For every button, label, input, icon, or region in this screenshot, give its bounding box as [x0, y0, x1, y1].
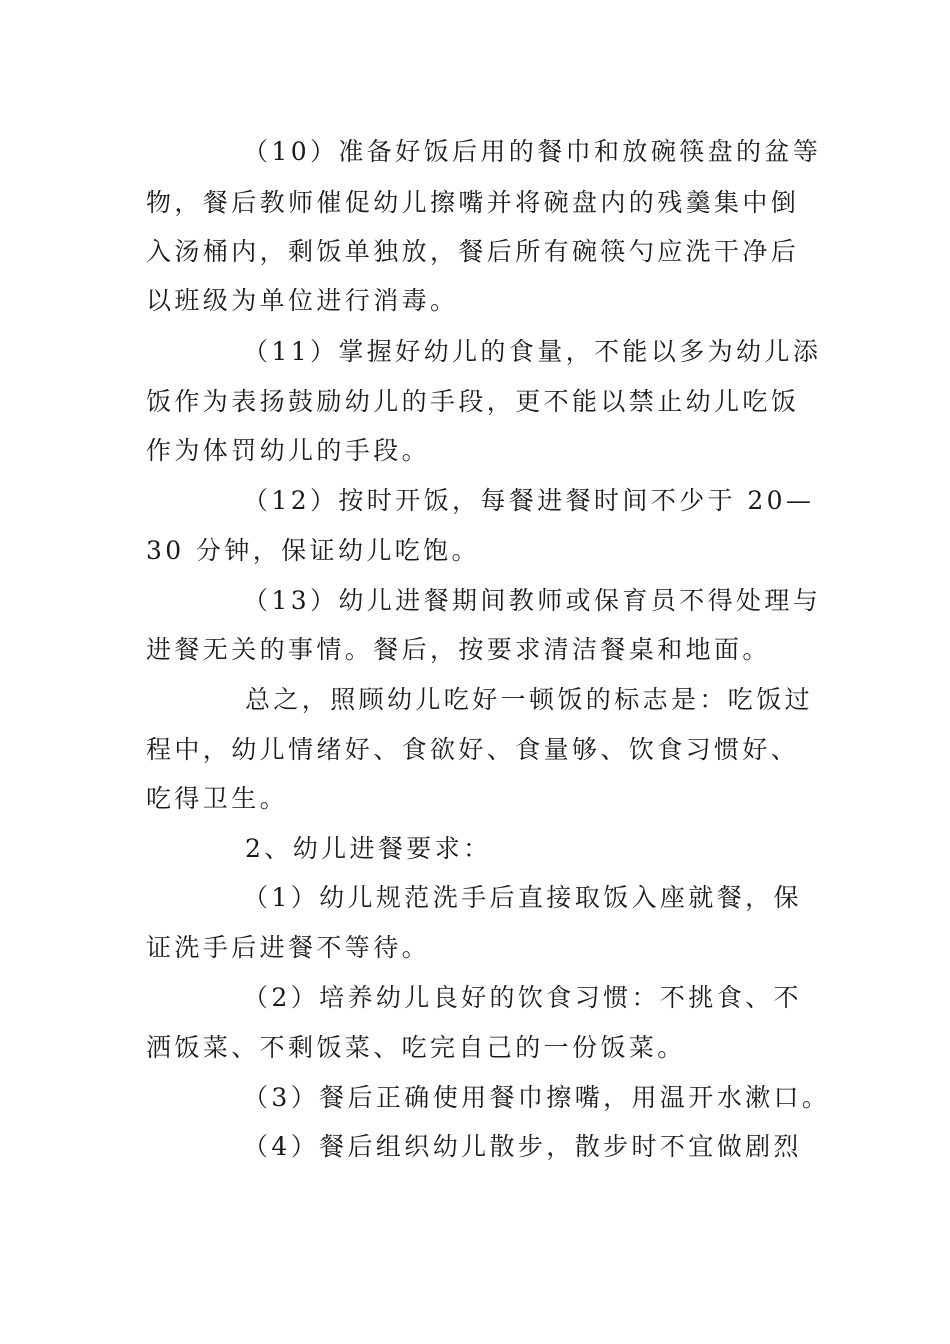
text-line: 以班级为单位进行消毒。 [146, 286, 459, 315]
text-line: （4）餐后组织幼儿散步，散步时不宜做剧烈 [243, 1132, 802, 1161]
text-line: 物，餐后教师催促幼儿擦嘴并将碗盘内的残羹集中倒 [146, 188, 800, 217]
text-line: 吃得卫生。 [146, 784, 289, 813]
section-heading: 2、幼儿进餐要求： [245, 834, 492, 863]
text-line: （10）准备好饭后用的餐巾和放碗筷盘的盆等 [243, 137, 822, 166]
text-line: （13）幼儿进餐期间教师或保育员不得处理与 [243, 586, 822, 615]
text-line: （1）幼儿规范洗手后直接取饭入座就餐，保 [243, 883, 802, 912]
text-line: 证洗手后进餐不等待。 [146, 933, 431, 962]
text-line: （12）按时开饭，每餐进餐时间不少于 20— [243, 486, 815, 515]
text-line: 洒饭菜、不剩饭菜、吃完自己的一份饭菜。 [146, 1033, 686, 1062]
text-line: （2）培养幼儿良好的饮食习惯：不挑食、不 [243, 983, 802, 1012]
text-line: 饭作为表扬鼓励幼儿的手段，更不能以禁止幼儿吃饭 [146, 387, 800, 416]
text-line: 30 分钟，保证幼儿吃饱。 [146, 536, 480, 565]
text-line: （3）餐后正确使用餐巾擦嘴，用温开水漱口。 [243, 1083, 831, 1112]
text-line: 总之，照顾幼儿吃好一顿饭的标志是：吃饭过 [245, 685, 814, 714]
text-line: 进餐无关的事情。餐后，按要求清洁餐桌和地面。 [146, 635, 771, 664]
text-line: 入汤桶内，剩饭单独放，餐后所有碗筷勺应洗干净后 [146, 237, 800, 266]
text-line: 程中，幼儿情绪好、食欲好、食量够、饮食习惯好、 [146, 735, 800, 764]
text-line: （11）掌握好幼儿的食量，不能以多为幼儿添 [243, 337, 822, 366]
text-line: 作为体罚幼儿的手段。 [146, 436, 431, 465]
